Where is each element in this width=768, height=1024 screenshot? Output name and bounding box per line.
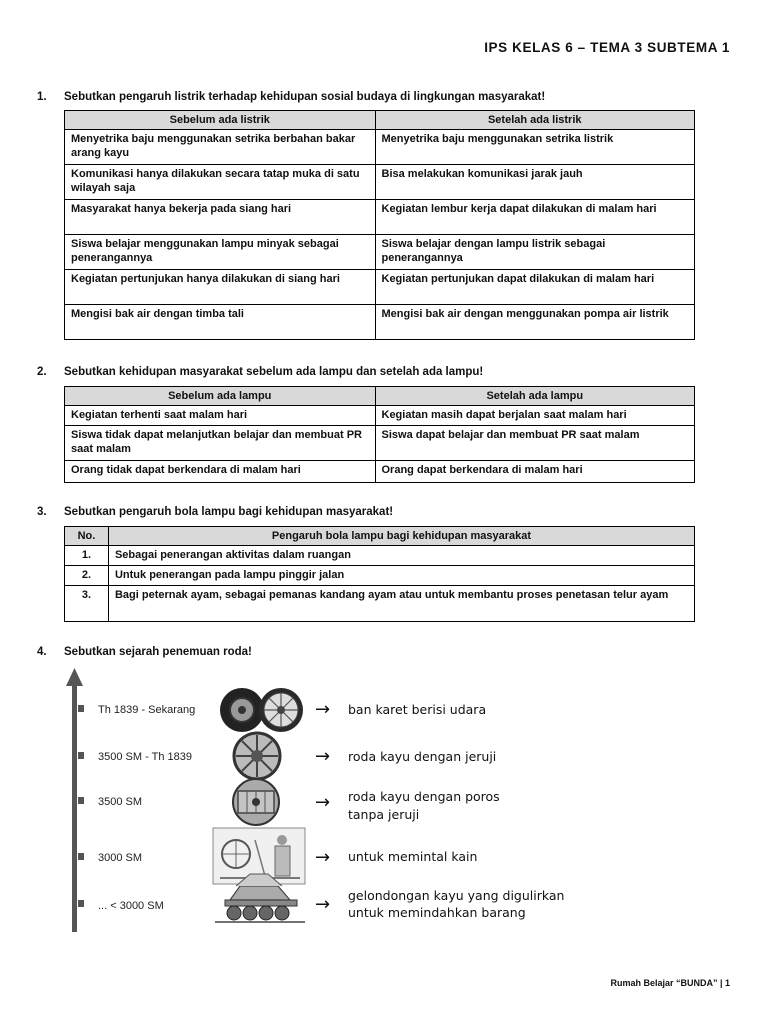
question-text: Sebutkan pengaruh listrik terhadap kehidupan sosial budaya di lingkungan masyarakat! [64, 91, 546, 103]
question-2 [37, 366, 483, 378]
table-cell: Orang dapat berkendara di malam hari [375, 461, 695, 483]
timeline-tick [78, 853, 84, 860]
table-cell: Bisa melakukan komunikasi jarak jauh [375, 165, 695, 200]
table-header: Pengaruh bola lampu bagi kehidupan masyarakat [108, 527, 694, 546]
question-number: 1. [37, 91, 47, 103]
question-text: Sebutkan pengaruh bola lampu bagi kehidupan masyarakat! [64, 506, 394, 518]
table-row [65, 165, 695, 200]
table-cell: Siswa tidak dapat melanjutkan belajar dan membuat PR saat malam [65, 426, 376, 461]
timeline-era: 3000 SM [98, 852, 143, 864]
timeline-era: 3500 SM - Th 1839 [98, 751, 192, 763]
table-header: Setelah ada lampu [375, 387, 695, 406]
timeline-item [78, 828, 477, 884]
table-cell: Kegiatan masih dapat berjalan saat malam hari [375, 406, 695, 426]
table-cell: Siswa dapat belajar dan membuat PR saat malam [375, 426, 695, 461]
timeline-axis [72, 684, 77, 932]
timeline-item [78, 874, 564, 922]
rubber-tire-icon [220, 688, 303, 732]
timeline-tick [78, 752, 84, 759]
table-row [65, 235, 695, 270]
table-header: Sebelum ada listrik [65, 111, 376, 130]
question-1 [37, 91, 545, 103]
table-row [65, 461, 695, 483]
table-cell: Kegiatan terhenti saat malam hari [65, 406, 376, 426]
table-cell: Bagi peternak ayam, sebagai pemanas kandang ayam atau untuk membantu proses penetasan telur ayam [108, 586, 694, 622]
question-number: 3. [37, 506, 47, 518]
table-row [65, 305, 695, 340]
page-footer: Rumah Belajar “BUNDA” | 1 [610, 978, 730, 988]
table-header: Setelah ada listrik [375, 111, 695, 130]
timeline-description: gelondongan kayu yang digulirkan [348, 888, 565, 903]
table-cell: 1. [65, 546, 109, 566]
spoked-wooden-wheel-icon [234, 733, 280, 779]
table-cell: Komunikasi hanya dilakukan secara tatap muka di satu wilayah saja [65, 165, 376, 200]
timeline-era: 3500 SM [98, 796, 143, 808]
table-cell: Siswa belajar menggunakan lampu minyak sebagai penerangannya [65, 235, 376, 270]
arrow-right-icon: → [315, 699, 331, 720]
timeline-description: roda kayu dengan jeruji [348, 749, 497, 764]
table-lampu [64, 386, 695, 483]
timeline-arrowhead [66, 668, 83, 686]
solid-wooden-wheel-icon [233, 779, 279, 825]
table-cell: 2. [65, 566, 109, 586]
question-text: Sebutkan kehidupan masyarakat sebelum ada lampu dan setelah ada lampu! [64, 366, 484, 378]
table-row [65, 406, 695, 426]
question-text: Sebutkan sejarah penemuan roda! [64, 646, 252, 658]
timeline-era: Th 1839 - Sekarang [98, 704, 196, 716]
timeline-description: roda kayu dengan poros [348, 789, 500, 804]
table-row [65, 426, 695, 461]
table-row [65, 130, 695, 165]
table-cell: Kegiatan lembur kerja dapat dilakukan di malam hari [375, 200, 695, 235]
table-row [65, 566, 695, 586]
wheel-history-timeline [60, 668, 620, 933]
table-cell: Kegiatan pertunjukan hanya dilakukan di siang hari [65, 270, 376, 305]
table-cell: Untuk penerangan pada lampu pinggir jalan [108, 566, 694, 586]
table-cell: Sebagai penerangan aktivitas dalam ruangan [108, 546, 694, 566]
question-4 [37, 646, 252, 658]
arrow-right-icon: → [315, 847, 331, 868]
timeline-item [78, 733, 496, 779]
table-cell: Mengisi bak air dengan timba tali [65, 305, 376, 340]
table-cell: Kegiatan pertunjukan dapat dilakukan di malam hari [375, 270, 695, 305]
question-3 [37, 506, 393, 518]
table-bola-lampu [64, 526, 695, 622]
table-listrik [64, 110, 695, 340]
arrow-right-icon: → [315, 894, 331, 915]
question-number: 2. [37, 366, 47, 378]
timeline-description-line-2: untuk memindahkan barang [348, 905, 526, 920]
timeline-item [78, 779, 500, 825]
arrow-right-icon: → [315, 792, 331, 813]
table-cell: Menyetrika baju menggunakan setrika listrik [375, 130, 695, 165]
table-cell: Menyetrika baju menggunakan setrika berbahan bakar arang kayu [65, 130, 376, 165]
table-cell: Masyarakat hanya bekerja pada siang hari [65, 200, 376, 235]
table-row [65, 200, 695, 235]
timeline-tick [78, 705, 84, 712]
table-row [65, 270, 695, 305]
arrow-right-icon: → [315, 746, 331, 767]
table-row [65, 546, 695, 566]
table-cell: Mengisi bak air dengan menggunakan pompa air listrik [375, 305, 695, 340]
table-row [65, 586, 695, 622]
table-cell: 3. [65, 586, 109, 622]
timeline-description: ban karet berisi udara [348, 702, 487, 717]
timeline-tick [78, 900, 84, 907]
timeline-description: untuk memintal kain [348, 849, 478, 864]
table-cell: Orang tidak dapat berkendara di malam hari [65, 461, 376, 483]
timeline-item [78, 688, 486, 732]
table-header: Sebelum ada lampu [65, 387, 376, 406]
table-cell: Siswa belajar dengan lampu listrik sebagai penerangannya [375, 235, 695, 270]
timeline-description-line-2: tanpa jeruji [348, 807, 420, 822]
table-header: No. [65, 527, 109, 546]
question-number: 4. [37, 646, 47, 658]
page-header: IPS KELAS 6 – TEMA 3 SUBTEMA 1 [484, 40, 730, 55]
timeline-era: ... < 3000 SM [98, 900, 164, 912]
timeline-tick [78, 797, 84, 804]
